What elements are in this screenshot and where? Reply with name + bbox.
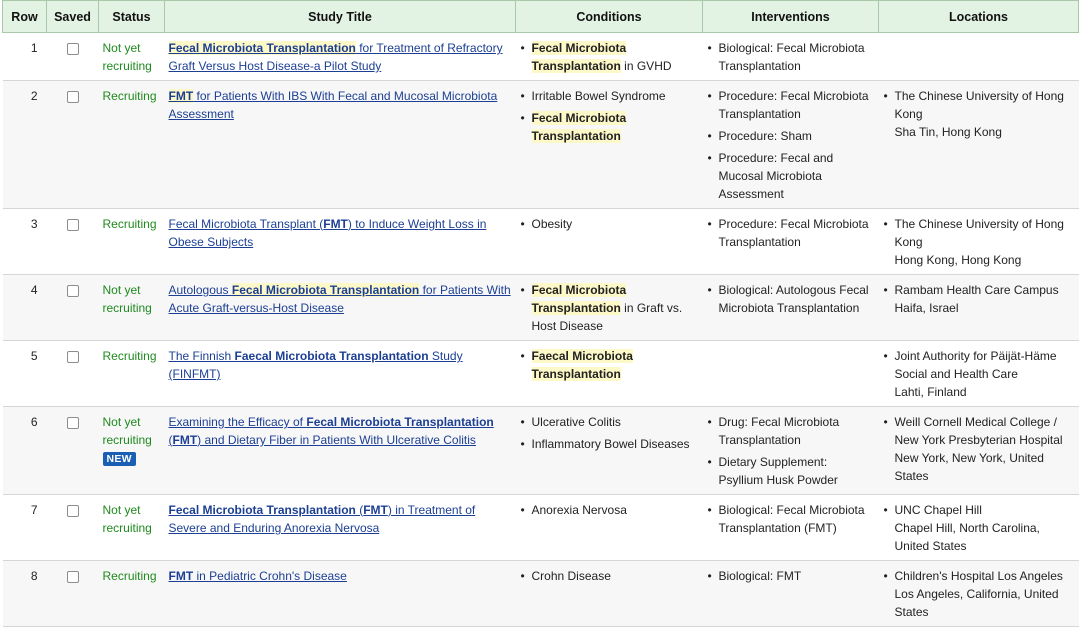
locations-cell bbox=[879, 81, 1079, 209]
status-text: Recruiting bbox=[102, 569, 157, 583]
locations-cell bbox=[879, 407, 1079, 495]
condition-text: Faecal Microbiota Transplantation bbox=[531, 349, 633, 381]
location-item bbox=[895, 501, 1075, 555]
intervention-item: • Procedure: Fecal and Mucosal Microbiota Assessment bbox=[719, 149, 875, 203]
location-line: • The Chinese University of Hong Kong bbox=[894, 89, 1064, 121]
saved-cell bbox=[47, 561, 99, 627]
col-header-row[interactable]: Row bbox=[3, 1, 47, 33]
interventions-list bbox=[707, 281, 875, 317]
conditions-list bbox=[520, 87, 699, 145]
locations-list bbox=[883, 87, 1075, 141]
title-text: in Pediatric Crohn's Disease bbox=[193, 569, 347, 583]
condition-text: Anorexia Nervosa bbox=[531, 503, 627, 517]
location-line: • Joint Authority for Päijät-Häme Social and Health Care bbox=[894, 349, 1057, 381]
interventions-list bbox=[707, 215, 875, 251]
status-text: Not yet recruiting bbox=[102, 415, 152, 447]
intervention-item: • Procedure: Fecal Microbiota Transplantation bbox=[719, 215, 875, 251]
row-number: 3 bbox=[3, 209, 47, 275]
title-text: Faecal Microbiota Transplantation bbox=[234, 349, 429, 363]
title-text: ) in Treatment of Severe and Enduring Anorexia Nervosa bbox=[168, 503, 476, 535]
condition-text: Irritable Bowel Syndrome bbox=[531, 89, 666, 103]
status-cell bbox=[99, 33, 165, 81]
save-checkbox[interactable] bbox=[67, 351, 79, 363]
title-text: Fecal Microbiota Transplantation bbox=[231, 283, 420, 297]
condition-item bbox=[532, 39, 699, 75]
study-title-link[interactable] bbox=[169, 569, 347, 583]
intervention-item: • Biological: FMT bbox=[719, 567, 875, 585]
locations-cell bbox=[879, 341, 1079, 407]
col-header-saved[interactable]: Saved bbox=[47, 1, 99, 33]
status-text: Not yet recruiting bbox=[102, 283, 152, 315]
col-header-conditions[interactable]: Conditions bbox=[516, 1, 703, 33]
intervention-item: • Drug: Fecal Microbiota Transplantation bbox=[719, 413, 875, 449]
location-line: • UNC Chapel Hill bbox=[894, 503, 982, 517]
title-text: ( bbox=[355, 503, 364, 517]
row-number: 6 bbox=[3, 407, 47, 495]
status-cell bbox=[99, 275, 165, 341]
location-line: • Rambam Health Care Campus bbox=[894, 283, 1059, 297]
location-line: • Children's Hospital Los Angeles bbox=[894, 569, 1063, 583]
saved-cell bbox=[47, 81, 99, 209]
title-cell bbox=[165, 275, 516, 341]
title-text: for Patients With Acute Graft-versus-Host Disease bbox=[168, 283, 511, 315]
title-text: Examining the Efficacy of bbox=[168, 415, 307, 429]
save-checkbox[interactable] bbox=[67, 91, 79, 103]
save-checkbox[interactable] bbox=[67, 417, 79, 429]
location-line: Sha Tin, Hong Kong bbox=[894, 125, 1002, 139]
table-row[interactable] bbox=[3, 495, 1079, 561]
condition-text: Inflammatory Bowel Diseases bbox=[531, 437, 690, 451]
interventions-list bbox=[707, 501, 875, 537]
conditions-cell bbox=[516, 275, 703, 341]
study-title-link[interactable] bbox=[169, 503, 476, 535]
save-checkbox[interactable] bbox=[67, 43, 79, 55]
title-text: Fecal Microbiota Transplantation bbox=[168, 503, 356, 517]
intervention-item: • Dietary Supplement: Psyllium Husk Powder bbox=[719, 453, 875, 489]
new-badge: NEW bbox=[103, 452, 136, 466]
status-text: Recruiting bbox=[102, 89, 157, 103]
condition-item bbox=[532, 567, 699, 585]
location-item bbox=[895, 215, 1075, 269]
title-text: FMT bbox=[168, 89, 194, 103]
condition-item bbox=[532, 87, 699, 105]
interventions-cell bbox=[703, 275, 879, 341]
condition-text: Fecal Microbiota Transplantation bbox=[531, 41, 627, 73]
status-cell bbox=[99, 341, 165, 407]
table-row[interactable] bbox=[3, 209, 1079, 275]
location-item bbox=[895, 281, 1075, 317]
status-cell bbox=[99, 209, 165, 275]
status-cell bbox=[99, 81, 165, 209]
status-cell bbox=[99, 561, 165, 627]
condition-text: Fecal Microbiota Transplantation bbox=[531, 283, 627, 315]
interventions-cell bbox=[703, 209, 879, 275]
condition-text: Obesity bbox=[531, 217, 573, 231]
title-text: ) and Dietary Fiber in Patients With Ulcerative Colitis bbox=[197, 433, 476, 447]
conditions-list bbox=[520, 39, 699, 75]
conditions-list bbox=[520, 413, 699, 453]
table-row[interactable] bbox=[3, 33, 1079, 81]
interventions-list bbox=[707, 87, 875, 203]
study-title-link[interactable] bbox=[169, 283, 511, 315]
conditions-list bbox=[520, 567, 699, 585]
saved-cell bbox=[47, 495, 99, 561]
condition-item bbox=[532, 413, 699, 431]
condition-text: Crohn Disease bbox=[531, 569, 611, 583]
locations-list bbox=[883, 567, 1075, 621]
col-header-title[interactable]: Study Title bbox=[165, 1, 516, 33]
condition-item bbox=[532, 215, 699, 233]
title-text: for Treatment of Refractory Graft Versus Host Disease-a Pilot Study bbox=[168, 41, 503, 73]
intervention-item: • Biological: Fecal Microbiota Transplantation bbox=[719, 39, 875, 75]
title-text: for Patients With IBS With Fecal and Mucosal Microbiota Assessment bbox=[168, 89, 498, 121]
status-cell bbox=[99, 407, 165, 495]
status-text: Not yet recruiting bbox=[102, 503, 152, 535]
study-title-link[interactable] bbox=[169, 217, 487, 249]
study-title-link[interactable] bbox=[169, 349, 463, 381]
table-row[interactable] bbox=[3, 407, 1079, 495]
title-text: ) to Induce Weight Loss in Obese Subjects bbox=[168, 217, 487, 249]
locations-list bbox=[883, 281, 1075, 317]
location-line: • The Chinese University of Hong Kong bbox=[894, 217, 1064, 249]
conditions-list bbox=[520, 215, 699, 233]
save-checkbox[interactable] bbox=[67, 571, 79, 583]
interventions-cell bbox=[703, 33, 879, 81]
locations-cell bbox=[879, 275, 1079, 341]
conditions-cell bbox=[516, 341, 703, 407]
location-item bbox=[895, 567, 1075, 621]
interventions-list bbox=[707, 39, 875, 75]
saved-cell bbox=[47, 407, 99, 495]
status-text: Not yet recruiting bbox=[102, 41, 152, 73]
condition-item bbox=[532, 435, 699, 453]
location-line: New York, New York, United States bbox=[894, 451, 1044, 483]
condition-text: Fecal Microbiota Transplantation bbox=[531, 111, 627, 143]
status-text: Recruiting bbox=[102, 349, 157, 363]
conditions-cell bbox=[516, 33, 703, 81]
title-text: Fecal Microbiota Transplantation bbox=[168, 41, 356, 55]
conditions-list bbox=[520, 501, 699, 519]
locations-cell bbox=[879, 33, 1079, 81]
locations-list bbox=[883, 347, 1075, 401]
locations-list bbox=[883, 413, 1075, 485]
conditions-cell bbox=[516, 81, 703, 209]
title-cell bbox=[165, 341, 516, 407]
title-cell bbox=[165, 561, 516, 627]
save-checkbox[interactable] bbox=[67, 285, 79, 297]
interventions-cell bbox=[703, 407, 879, 495]
locations-cell bbox=[879, 561, 1079, 627]
condition-text: in Graft vs. Host Disease bbox=[531, 301, 683, 333]
table-row[interactable] bbox=[3, 341, 1079, 407]
title-cell bbox=[165, 407, 516, 495]
title-text: Fecal Microbiota Transplant ( bbox=[168, 217, 324, 231]
title-text: Study (FINFMT) bbox=[168, 349, 463, 381]
locations-list bbox=[883, 215, 1075, 269]
intervention-item: • Procedure: Sham bbox=[719, 127, 875, 145]
study-title-link[interactable] bbox=[169, 415, 494, 447]
saved-cell bbox=[47, 209, 99, 275]
title-text: The Finnish bbox=[168, 349, 235, 363]
row-number: 4 bbox=[3, 275, 47, 341]
location-line: Chapel Hill, North Carolina, United States bbox=[894, 521, 1040, 553]
row-number: 2 bbox=[3, 81, 47, 209]
table-row[interactable] bbox=[3, 81, 1079, 209]
location-line: Los Angeles, California, United States bbox=[894, 587, 1059, 619]
col-header-interventions[interactable]: Interventions bbox=[703, 1, 879, 33]
condition-item bbox=[532, 109, 699, 145]
col-header-status[interactable]: Status bbox=[99, 1, 165, 33]
condition-item bbox=[532, 501, 699, 519]
title-text: ( bbox=[168, 433, 173, 447]
location-line: Haifa, Israel bbox=[894, 301, 959, 315]
results-table bbox=[2, 0, 1079, 627]
saved-cell bbox=[47, 33, 99, 81]
location-line: Lahti, Finland bbox=[894, 385, 967, 399]
header-row bbox=[3, 1, 1079, 33]
condition-text: Ulcerative Colitis bbox=[531, 415, 621, 429]
title-text: Fecal Microbiota Transplantation bbox=[306, 415, 494, 429]
conditions-cell bbox=[516, 561, 703, 627]
title-cell bbox=[165, 209, 516, 275]
conditions-list bbox=[520, 281, 699, 335]
table-row[interactable] bbox=[3, 275, 1079, 341]
location-item bbox=[895, 347, 1075, 401]
col-header-locations[interactable]: Locations bbox=[879, 1, 1079, 33]
study-title-link[interactable] bbox=[169, 41, 503, 73]
title-text: Autologous bbox=[168, 283, 232, 297]
row-number: 1 bbox=[3, 33, 47, 81]
condition-text: in GVHD bbox=[620, 59, 672, 73]
conditions-cell bbox=[516, 495, 703, 561]
intervention-item: • Biological: Fecal Microbiota Transplantation (FMT) bbox=[719, 501, 875, 537]
title-text: FMT bbox=[363, 503, 388, 517]
condition-item bbox=[532, 347, 699, 383]
interventions-cell bbox=[703, 561, 879, 627]
status-cell bbox=[99, 495, 165, 561]
conditions-cell bbox=[516, 407, 703, 495]
interventions-list bbox=[707, 567, 875, 585]
title-cell bbox=[165, 495, 516, 561]
location-line: Hong Kong, Hong Kong bbox=[894, 253, 1022, 267]
results-body bbox=[3, 33, 1079, 627]
intervention-item: • Procedure: Fecal Microbiota Transplantation bbox=[719, 87, 875, 123]
table-row[interactable] bbox=[3, 561, 1079, 627]
title-text: FMT bbox=[172, 433, 198, 447]
locations-cell bbox=[879, 495, 1079, 561]
title-text: FMT bbox=[323, 217, 348, 231]
saved-cell bbox=[47, 341, 99, 407]
title-cell bbox=[165, 81, 516, 209]
interventions-list bbox=[707, 413, 875, 489]
save-checkbox[interactable] bbox=[67, 219, 79, 231]
locations-cell bbox=[879, 209, 1079, 275]
conditions-list bbox=[520, 347, 699, 383]
save-checkbox[interactable] bbox=[67, 505, 79, 517]
intervention-item: • Biological: Autologous Fecal Microbiota Transplantation bbox=[719, 281, 875, 317]
location-line: • Weill Cornell Medical College / New York Presbyterian Hospital bbox=[894, 415, 1063, 447]
row-number: 5 bbox=[3, 341, 47, 407]
saved-cell bbox=[47, 275, 99, 341]
row-number: 8 bbox=[3, 561, 47, 627]
status-text: Recruiting bbox=[102, 217, 157, 231]
study-title-link[interactable] bbox=[169, 89, 498, 121]
location-item bbox=[895, 87, 1075, 141]
conditions-cell bbox=[516, 209, 703, 275]
interventions-cell bbox=[703, 495, 879, 561]
title-text: FMT bbox=[168, 569, 194, 583]
row-number: 7 bbox=[3, 495, 47, 561]
locations-list bbox=[883, 501, 1075, 555]
condition-item bbox=[532, 281, 699, 335]
interventions-cell bbox=[703, 341, 879, 407]
title-cell bbox=[165, 33, 516, 81]
location-item bbox=[895, 413, 1075, 485]
interventions-cell bbox=[703, 81, 879, 209]
